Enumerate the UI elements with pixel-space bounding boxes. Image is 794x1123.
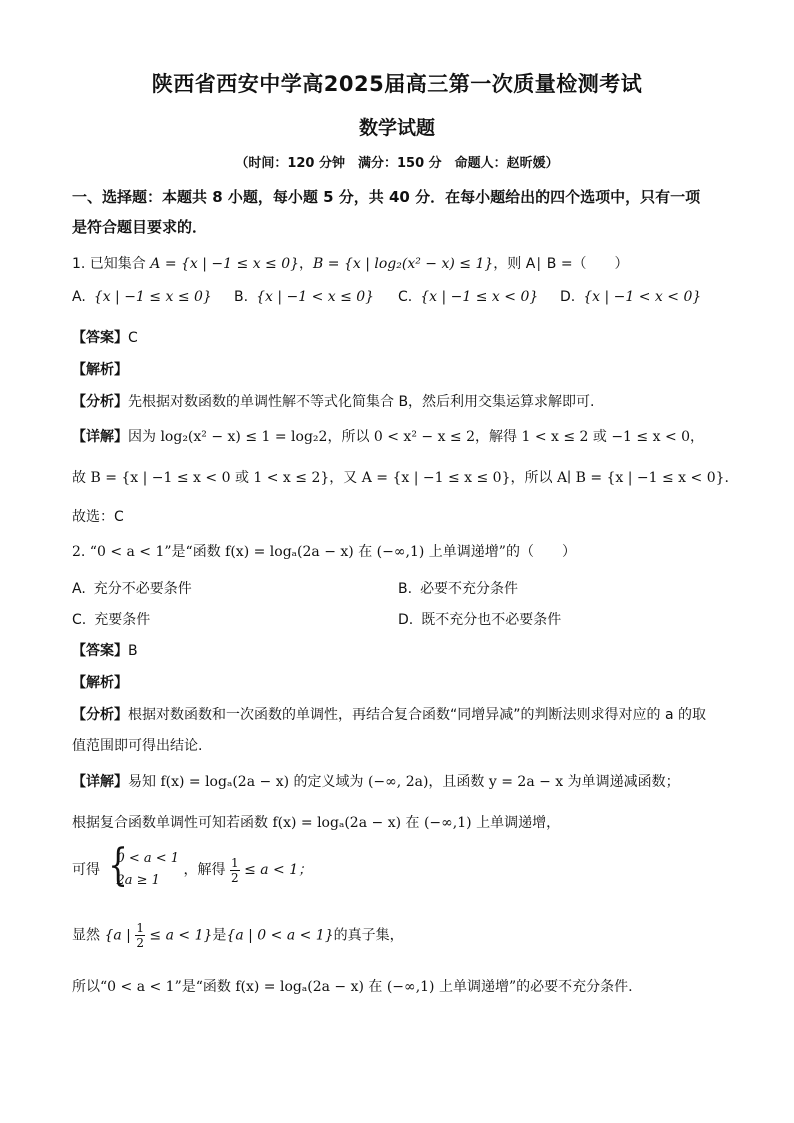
q2-option-d-label: D.: [398, 612, 414, 628]
q1-fenxi-text: 先根据对数函数的单调性解不等式化简集合 B，然后利用交集运算求解即可.: [128, 394, 595, 410]
q2-option-c-label: C.: [72, 612, 87, 628]
brace-icon: {: [108, 840, 129, 891]
q2-system-mid: ，解得: [183, 862, 226, 878]
q2-subset-fraction-numerator: 1: [136, 921, 144, 935]
q1-option-a: [72, 289, 212, 305]
q2-subset-fraction-denominator: 2: [136, 936, 144, 950]
q1-option-a-text: {x | −1 ≤ x ≤ 0}: [93, 289, 212, 305]
q1-option-b: [234, 289, 374, 305]
exam-meta: （时间：120 分钟 满分：150 分 命题人：赵昕媛）: [235, 156, 559, 171]
q2-stem: 2. “0 < a < 1”是“函数 f(x) = logₐ(2a − x) 在 (−∞,1) 上单调递增”的（ ）: [72, 544, 576, 560]
q2-option-d: [398, 609, 561, 629]
q1-stem: [72, 253, 732, 273]
q2-answer: [72, 640, 732, 660]
section-heading-line-1: 一、选择题：本题共 8 小题，每小题 5 分，共 40 分．在每小题给出的四个选项中，只有一项: [72, 188, 701, 206]
q2-subset: [72, 921, 732, 950]
q1-set-a: A = {x | −1 ≤ x ≤ 0}: [150, 256, 300, 272]
q1-xiangjie-2: 故 B = {x | −1 ≤ x < 0 或 1 < x ≤ 2}，又 A = {x | −1 ≤ x ≤ 0}，所以 A∣ B = {x | −1 ≤ x < 0}.: [72, 470, 729, 486]
section-heading: [72, 182, 732, 242]
q1-xiangjie-1: [72, 426, 732, 446]
q1-option-b-label: B.: [234, 289, 249, 305]
q2-subset-prefix: 显然: [72, 927, 100, 944]
q2-fenxi-2: 值范围即可得出结论.: [72, 738, 203, 754]
q2-subset-a-right: ≤ a < 1}: [149, 927, 213, 944]
q2-system-row-1: 0 < a < 1: [116, 851, 180, 866]
q2-subset-a-left: {a |: [104, 927, 131, 944]
q2-subset-mid: 是: [212, 927, 227, 944]
q1-ask: ，则 A∣ B =（ ）: [493, 256, 629, 272]
q2-option-b: [398, 578, 518, 598]
q1-choose: 故选：C: [72, 509, 124, 525]
q1-option-d: [560, 289, 701, 305]
q2-option-c-text: 充要条件: [94, 612, 151, 628]
q2-fraction-numerator: 1: [230, 855, 239, 870]
q1-option-d-text: {x | −1 < x < 0}: [583, 289, 702, 305]
q1-set-b: B = {x | log₂(x² − x) ≤ 1}: [313, 256, 494, 272]
q2-system-tail: ≤ a < 1；: [244, 862, 313, 878]
q1-xiangjie-1-text: 因为 log₂(x² − x) ≤ 1 = log₂2，所以 0 < x² − x ≤ 2，解得 1 < x ≤ 2 或 −1 ≤ x < 0，: [128, 429, 705, 445]
q1-xiangjie-tag: 【详解】: [72, 429, 128, 445]
q2-system: [72, 840, 732, 898]
q2-fraction-denominator: 2: [230, 870, 239, 885]
q2-option-a-text: 充分不必要条件: [93, 581, 192, 597]
q2-fenxi-tag: 【分析】: [72, 707, 128, 723]
q2-xiangjie-2: 根据复合函数单调性可知若函数 f(x) = logₐ(2a − x) 在 (−∞,1) 上单调递增，: [72, 815, 561, 831]
q2-subset-b: {a | 0 < a < 1}: [226, 927, 334, 944]
q2-option-c: [72, 609, 150, 629]
q2-subset-fraction: [135, 921, 145, 950]
q2-analysis-tag: 【解析】: [72, 675, 128, 691]
q2-xiangjie-tag: 【详解】: [72, 774, 128, 790]
q1-option-c: [398, 289, 538, 305]
q2-xiangjie-1: [72, 771, 732, 791]
q2-system-row-2: 2a ≥ 1: [116, 873, 160, 888]
q2-option-a-label: A.: [72, 581, 86, 597]
section-heading-line-2: 是符合题目要求的．: [72, 218, 208, 236]
q2-answer-value: B: [128, 643, 138, 659]
q1-answer-value: C: [128, 330, 138, 346]
q1-option-c-label: C.: [398, 289, 413, 305]
q2-conclusion: 所以“0 < a < 1”是“函数 f(x) = logₐ(2a − x) 在 (−∞,1) 上单调递增”的必要不充分条件.: [72, 979, 633, 995]
q1-fenxi: [72, 391, 732, 411]
q2-system-block: [104, 840, 180, 892]
q2-fenxi-1: [72, 704, 732, 724]
page-subtitle: 数学试题: [358, 117, 435, 139]
q2-option-d-text: 既不充分也不必要条件: [421, 612, 562, 628]
q2-option-b-label: B.: [398, 581, 413, 597]
q1-analysis-tag: 【解析】: [72, 362, 128, 378]
q1-prefix: 1. 已知集合: [72, 256, 146, 272]
q2-system-prefix: 可得: [72, 862, 100, 878]
q2-fenxi-1-text: 根据对数函数和一次函数的单调性，再结合复合函数“同增异减”的判断法则求得对应的 a 的取: [128, 707, 706, 723]
q1-sep: ，: [299, 256, 314, 272]
q1-option-d-label: D.: [560, 289, 576, 305]
q1-option-b-text: {x | −1 < x ≤ 0}: [256, 289, 375, 305]
q1-option-a-label: A.: [72, 289, 86, 305]
q1-fenxi-tag: 【分析】: [72, 394, 128, 410]
page-title: 陕西省西安中学高2025届高三第一次质量检测考试: [151, 72, 643, 96]
q2-option-a: [72, 578, 192, 598]
q1-option-c-text: {x | −1 ≤ x < 0}: [420, 289, 539, 305]
q2-subset-tail: 的真子集，: [333, 927, 404, 944]
q2-answer-tag: 【答案】: [72, 643, 128, 659]
q2-xiangjie-1-text: 易知 f(x) = logₐ(2a − x) 的定义域为 (−∞, 2a)，且函数 y = 2a − x 为单调递减函数；: [128, 774, 680, 790]
q2-option-b-text: 必要不充分条件: [420, 581, 519, 597]
q1-answer-tag: 【答案】: [72, 330, 128, 346]
q1-answer: [72, 327, 732, 347]
q2-fraction: [230, 856, 240, 885]
